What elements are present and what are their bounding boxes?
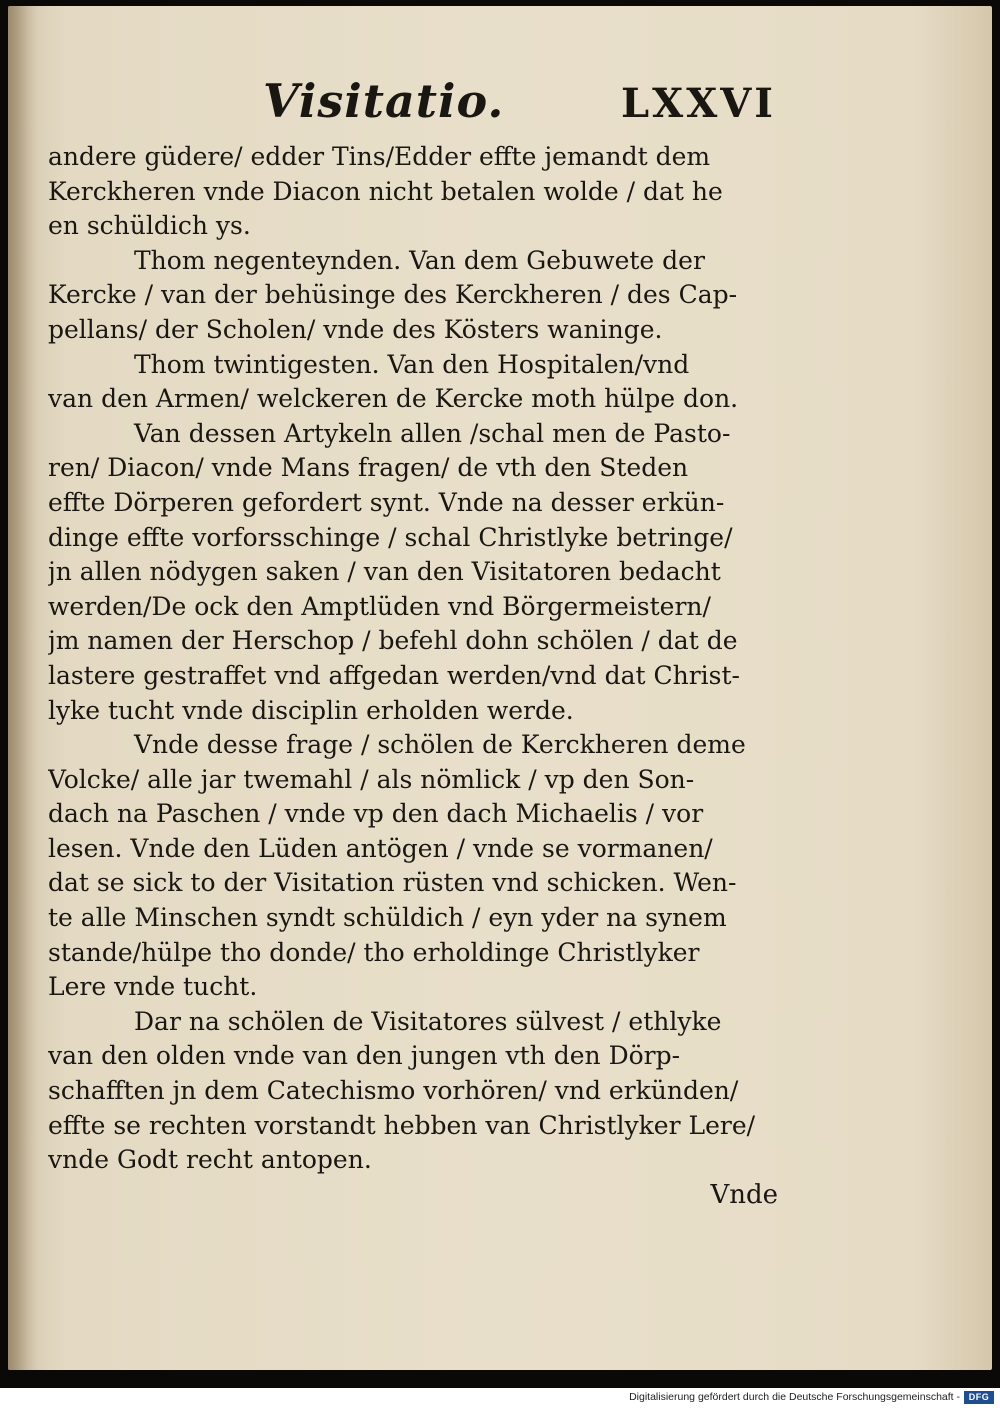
text-line: Vnde desse frage / schölen de Kerckheren deme: [134, 730, 746, 760]
text-line: andere güdere/ edder Tins/Edder effte jemandt dem: [48, 142, 711, 171]
text-line: Dar na schölen de Visitatores sülvest / ethlyke: [134, 1006, 722, 1036]
text-line: Van dessen Artykeln allen /schal men de Pasto-: [134, 418, 731, 448]
page-gutter-shadow: [8, 6, 38, 1370]
text-line: dat se sick to der Visitation rüsten vnd schicken. Wen-: [48, 868, 737, 898]
text-line: jm namen der Herschop / befehl dohn schölen / dat de: [48, 626, 738, 656]
text-line: stande/hülpe tho donde/ tho erholdinge Christlyker: [48, 937, 700, 967]
text-line: te alle Minschen syndt schüldich / eyn yder na synem: [48, 903, 727, 933]
funding-credit: Digitalisierung gefördert durch die Deutsche Forschungsgemeinschaft -: [629, 1391, 960, 1403]
text-block: [48, 74, 778, 1212]
catchword: Vnde: [710, 1179, 778, 1210]
text-line: vnde Godt recht antopen.: [48, 1145, 372, 1175]
text-line: van den Armen/ welckeren de Kercke moth hülpe don.: [48, 384, 739, 414]
dfg-logo: DFG: [964, 1391, 994, 1404]
text-line: dach na Paschen / vnde vp den dach Michaelis / vor: [48, 799, 704, 829]
text-line: pellans/ der Scholen/ vnde des Kösters waninge.: [48, 314, 663, 344]
text-line: schafften jn dem Catechismo vorhören/ vnd erkünden/: [48, 1076, 739, 1106]
text-line: Lere vnde tucht.: [48, 972, 258, 1002]
text-line: Thom twintigesten. Van den Hospitalen/vnd: [134, 349, 690, 379]
running-title: Visitatio.: [263, 74, 505, 128]
text-line: werden/De ock den Amptlüden vnd Börgermeistern/: [48, 591, 711, 621]
text-line: lesen. Vnde den Lüden antögen / vnde se vormanen/: [48, 833, 713, 863]
text-line: Kerckheren vnde Diacon nicht betalen wolde / dat he: [48, 176, 723, 206]
text-line: Kercke / van der behüsinge des Kerckheren / des Cap-: [48, 280, 738, 310]
text-line: van den olden vnde van den jungen vth den Dörp-: [48, 1041, 681, 1071]
text-line: Thom negenteynden. Van dem Gebuwete der: [134, 245, 705, 275]
catchword-row: [48, 1178, 778, 1213]
text-line: dinge effte vorforsschinge / schal Christlyke betringe/: [48, 522, 733, 552]
text-line: jn allen nödygen saken / van den Visitatoren bedacht: [48, 557, 721, 587]
credit-bar: [0, 1388, 1000, 1408]
text-line: lastere gestraffet vnd affgedan werden/vnd dat Christ-: [48, 660, 740, 690]
text-line: effte se rechten vorstandt hebben van Christlyker Lere/: [48, 1110, 756, 1140]
text-line: Volcke/ alle jar twemahl / als nömlick / vp den Son-: [48, 764, 695, 794]
text-line: en schüldich ys.: [48, 211, 251, 241]
text-line: lyke tucht vnde disciplin erholden werde.: [48, 695, 574, 725]
text-line: effte Dörperen gefordert synt. Vnde na desser erkün-: [48, 487, 725, 517]
book-page: [8, 6, 992, 1370]
text-line: ren/ Diacon/ vnde Mans fragen/ de vth den Steden: [48, 453, 689, 483]
folio-number: LXXVI: [621, 80, 776, 127]
page-header: [48, 74, 778, 140]
